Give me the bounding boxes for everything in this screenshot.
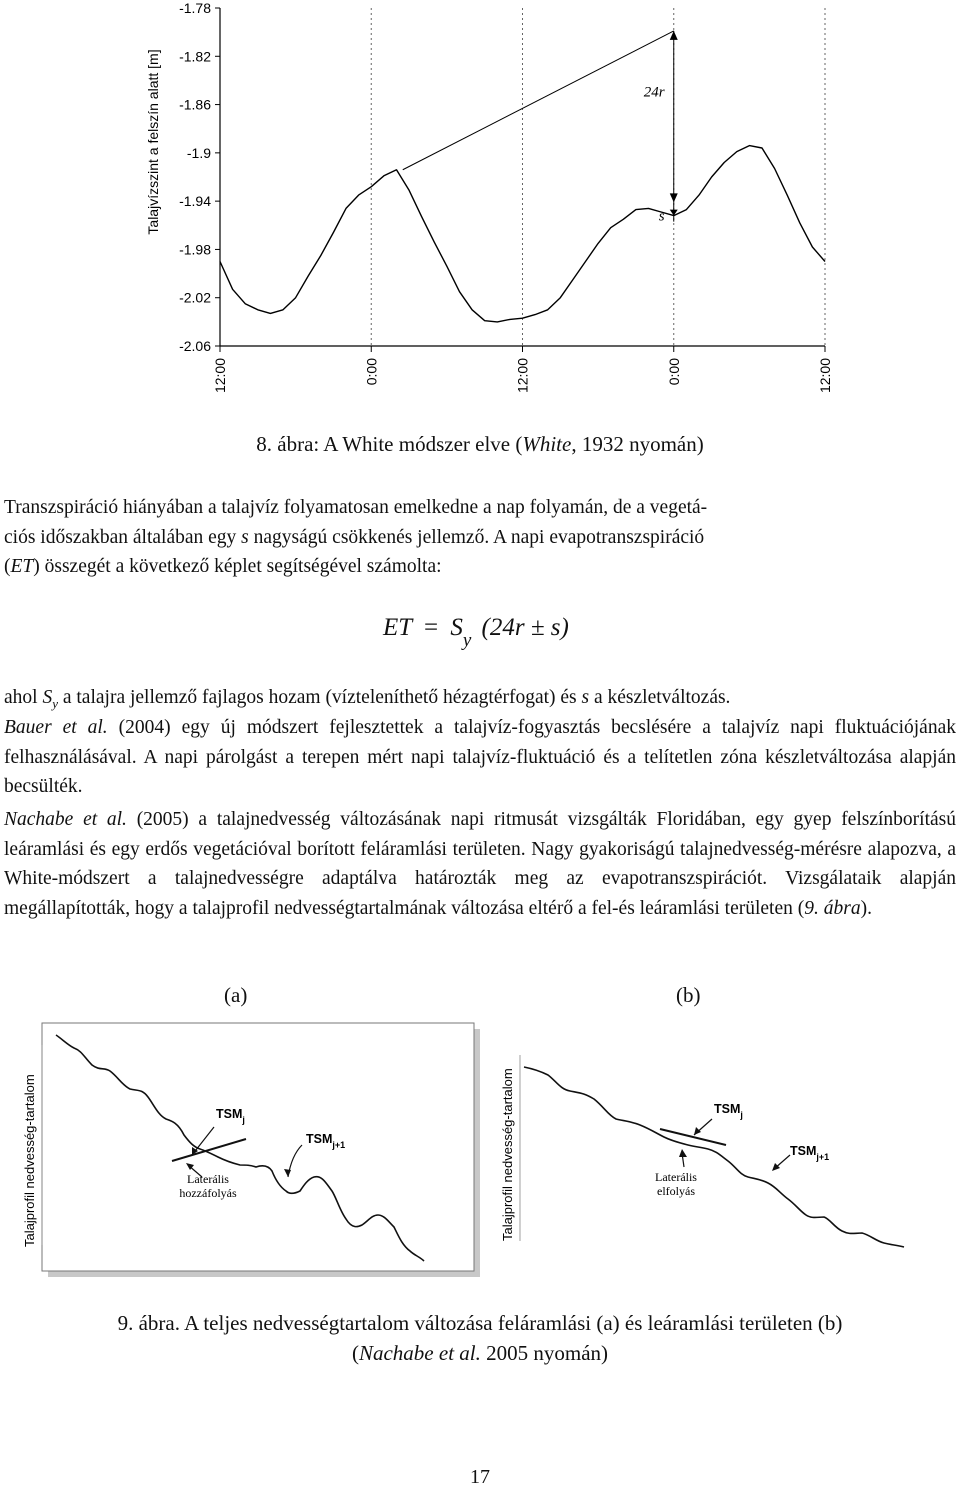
p1-line2a: ciós időszakban általában egy [4,526,242,548]
x-tick-label: 12:00 [212,358,228,394]
figure9-drawing [0,1015,960,1285]
caption-suffix: , 1932 nyomán) [571,432,704,456]
24r-label: 24r [643,84,665,101]
panel-b-curve [524,1067,904,1247]
s-label: s [658,208,665,225]
panel-a-tsmj1: $TSM_{j+1}$ [306,1132,346,1150]
p1-line3b: ) összegét a következő képlet segítségével számolta: [33,556,442,577]
panel-a-tsmj: $TSM_j$ [216,1107,245,1125]
p2-sy-sub: y [52,695,58,711]
formula-s: S [450,614,463,641]
y-tick-label: -1.94 [179,193,211,210]
tangent-line [403,31,674,170]
caption-prefix: 8. ábra: A White módszer elve ( [256,432,523,456]
paragraph-4 [4,805,956,923]
formula-rhs: (24r ± s) [481,614,569,641]
fig9-caption-line1: 9. ábra. A teljes nedvességtartalom változása feláramlási (a) és leáramlási területen (b) [117,1311,843,1335]
p1-line3a: ( [4,556,11,577]
p1-line2b: nagyságú csökkenés jellemző. A napi evapotranszspiráció [248,526,705,548]
p4-end: ). [860,897,872,919]
formula-eq: = [423,614,439,641]
y-tick-label: -1.82 [179,48,211,65]
paragraph-1 [4,493,956,582]
x-tick-label: 12:00 [817,358,833,394]
p1-et: ET [10,556,34,577]
panel-label-a: (a) [224,983,248,1007]
formula-sub: y [462,630,472,651]
page-number: 17 [470,1466,490,1488]
panel-a-frame [42,1023,474,1271]
figure9-caption [0,1308,960,1368]
p4-text: (2005) a talajnedvesség változásának napi ritmusát vizsgálták Floridában, egy gyep felszínborítású leáramlási és egy erdős vegetációval borított feláramlási területen. Nagy gyakoriságú talajnedvesség-mérésre alapozva, a White-módszert a talajnedvességre adaptálva határozták meg az evapotranszspirációt. Vizsgálataik alapján megállapították, hogy a talajprofil nedvességtartalmának változása eltérő a fel-és leáramlási területen ( [4,809,956,919]
y-tick-labels [179,0,220,354]
panel-b-tsmj: $TSM_j$ [714,1102,743,1120]
figure8-caption [0,432,960,457]
panel-a-ylabel: Talajprofil nedvesség-tartalom [22,1074,37,1247]
paragraph-3 [4,713,956,802]
p2-s: s [581,687,590,708]
y-tick-label: -1.78 [179,0,211,16]
p2-ahol: ahol [4,687,43,708]
panel-b-ylabel: Talajprofil nedvesség-tartalom [500,1068,515,1241]
formula-lhs: ET [383,614,412,641]
p2-text: a talajra jellemző fajlagos hozam (vízteleníthető hézagtérfogat) és [57,687,582,708]
p1-line1: Transzspiráció hiányában a talajvíz folyamatosan emelkedne a nap folyamán, de a vegetá- [4,497,708,518]
panel-a-note2: hozzáfolyás [179,1186,237,1200]
annotations [403,31,678,224]
panel-a-note1: Laterális [187,1172,229,1186]
y-tick-label: -1.86 [179,96,211,113]
24r-arrow-bottom [670,193,678,202]
p4-ref: 9. ábra [804,897,861,919]
fig9-caption-end: 2005 nyomán) [480,1341,609,1365]
panel-b-note1: Laterális [655,1170,697,1184]
panel-b-tsmj1: $TSM_{j+1}$ [790,1144,830,1162]
panel-a [22,1023,480,1277]
et-formula [383,614,569,652]
p4-author: Nachabe et al. [4,809,127,830]
caption-author: White [522,432,572,456]
fig9-caption-paren: ( [351,1341,359,1365]
panel-b-tangent [660,1129,726,1145]
vertical-grid-lines [371,8,825,346]
y-axis-label: Talajvízszint a felszín alatt [m] [145,49,161,235]
panel-b-arrow-tsmj-head [694,1127,701,1135]
fig9-caption-author: Nachabe et al. [358,1341,481,1365]
panel-label-b: (b) [676,983,701,1007]
x-tick-label: 0:00 [665,358,682,386]
panel-b-arrow-lateral-head [679,1149,687,1157]
x-tick-labels [212,346,833,393]
p3-text: (2004) egy új módszert fejlesztettek a talajvíz-fogyasztás becslésére a talajvíz napi fluktuációjának felhasználásával. A napi párolgást a terepen mért napi talajvíz-fluktuáció és a telítetlen zóna készletváltozása alapján becsülték. [4,717,956,797]
y-tick-label: -1.98 [179,241,211,258]
y-tick-label: -1.9 [186,144,211,161]
panel-b-note2: elfolyás [657,1184,695,1198]
y-tick-label: -2.06 [179,338,211,354]
p2-sy: S [42,687,53,708]
p2-end: a készletváltozás. [589,687,731,708]
x-tick-label: 0:00 [363,358,380,386]
panel-b [500,1055,904,1247]
p1-s: s [241,526,249,548]
y-tick-label: -2.02 [179,289,211,306]
x-tick-label: 12:00 [514,358,531,394]
p3-author: Bauer et al. [4,717,108,738]
white-method-chart [140,0,840,410]
